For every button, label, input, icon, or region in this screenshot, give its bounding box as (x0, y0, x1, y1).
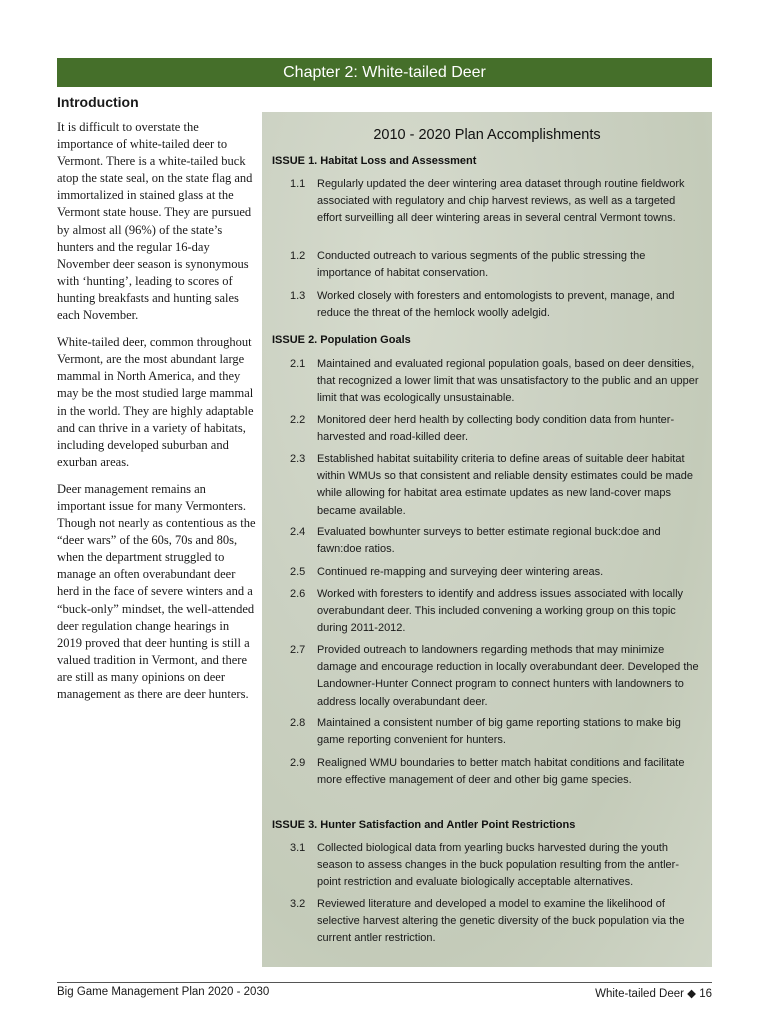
item-text: Realigned WMU boundaries to better match habitat conditions and facilitate more effective management of deer and other big game species. (317, 757, 685, 787)
item-number: 2.1 (290, 358, 306, 370)
item-text: Regularly updated the deer wintering area dataset through routine fieldwork associated with regulatory and chip harvest reviews, as well as a targeted effort surveilling all deer wintering areas in several central Vermont towns. (317, 178, 685, 225)
item-number: 2.8 (290, 717, 306, 729)
list-item (290, 564, 700, 581)
chapter-banner: Chapter 2: White-tailed Deer (57, 58, 712, 87)
list-item (290, 176, 700, 228)
introduction-body (57, 119, 257, 713)
item-text: Continued re-mapping and surveying deer wintering areas. (317, 566, 604, 578)
item-number: 2.5 (290, 566, 306, 578)
item-text: Maintained a consistent number of big game reporting stations to make big game reporting convenient for hunters. (317, 717, 681, 747)
item-text: Worked with foresters to identify and address issues associated with locally overabundant deer. This included convening a working group on this topic during 2011-2012. (317, 588, 684, 635)
item-number: 2.2 (290, 414, 306, 426)
intro-paragraph: It is difficult to overstate the importance of white-tailed deer to Vermont. There is a white-tailed buck atop the state seal, on the state flag and immortalized in stained glass at the Vermont state house. They are pursued by almost all (96%) of the state’s hunters and the regular 16-day November deer season is synonymous with ‘hunting’, leading to scores of hunting breakfasts and hunting sales each November. (57, 120, 253, 323)
item-number: 3.2 (290, 898, 306, 910)
list-item (290, 524, 700, 558)
issue-heading: ISSUE 3. Hunter Satisfaction and Antler Point Restrictions (272, 819, 576, 831)
footer-divider (57, 982, 712, 983)
footer-page-number: White-tailed Deer ◆ 16 (595, 988, 712, 1000)
list-item (290, 840, 700, 892)
item-text: Conducted outreach to various segments of the public stressing the importance of habitat conservation. (317, 250, 646, 280)
item-text: Evaluated bowhunter surveys to better estimate regional buck:doe and fawn:doe ratios. (317, 526, 661, 556)
list-item (290, 755, 700, 789)
introduction-heading: Introduction (57, 94, 139, 110)
item-text: Maintained and evaluated regional population goals, based on deer densities, that recognized a lower limit that was unsatisfactory to the public and an upper limit that was ecologically unsustainable. (317, 358, 699, 405)
intro-paragraph: Deer management remains an important issue for many Vermonters. Though not nearly as contentious as the “deer wars” of the 60s, 70s and 80s, when the department struggled to manage an often overabundant deer herd in the face of severe winters and a “buck-only” mindset, the well-attended deer regulation change hearings in 2019 proved that deer hunting is still a valued tradition in Vermont, and there are still as many opinions on deer management as there are deer hunters. (57, 481, 256, 701)
item-number: 2.4 (290, 526, 306, 538)
footer-left: Big Game Management Plan 2020 - 2030 (57, 986, 270, 998)
item-text: Collected biological data from yearling bucks harvested during the youth season to assess changes in the buck population resulting from the antler-point restriction and evaluate biologically acceptable alternatives. (317, 842, 679, 889)
item-number: 2.7 (290, 644, 306, 656)
item-number: 2.6 (290, 588, 306, 600)
list-item (290, 715, 700, 749)
accomplishments-title: 2010 - 2020 Plan Accomplishments (373, 127, 601, 143)
item-text: Established habitat suitability criteria to define areas of suitable deer habitat within WMUs so that consistent and reliable density estimates could be made while allowing for habitat area estimate updates as new land-cover maps became available. (317, 453, 694, 517)
list-item (290, 356, 700, 408)
list-item (290, 642, 700, 711)
item-number: 3.1 (290, 842, 306, 854)
issue-heading: ISSUE 1. Habitat Loss and Assessment (272, 155, 477, 167)
item-number: 1.1 (290, 178, 306, 190)
list-item (290, 451, 700, 520)
list-item (290, 288, 700, 322)
item-number: 2.9 (290, 757, 306, 769)
item-number: 1.3 (290, 290, 306, 302)
item-text: Reviewed literature and developed a model to examine the likelihood of selective harvest altering the genetic diversity of the buck population via the current antler restriction. (317, 898, 685, 945)
list-item (290, 896, 700, 948)
list-item (290, 412, 700, 446)
item-text: Monitored deer herd health by collecting body condition data from hunter-harvested and road-killed deer. (317, 414, 675, 444)
item-number: 1.2 (290, 250, 306, 262)
item-text: Provided outreach to landowners regarding methods that may minimize damage and encourage reduction in locally overabundant deer. Developed the Landowner-Hunter Connect program to connect hunters with landowners to address locally overabundant deer. (317, 644, 699, 708)
list-item (290, 586, 700, 638)
intro-paragraph: White-tailed deer, common throughout Vermont, are the most abundant large mammal in North America, and they may be the most studied large mammal in the world. They are highly adaptable and can thrive in a variety of habitats, including developed suburban and exurban areas. (57, 335, 254, 469)
item-text: Worked closely with foresters and entomologists to prevent, manage, and reduce the threat of the hemlock woolly adelgid. (317, 290, 675, 320)
issue-heading: ISSUE 2. Population Goals (272, 334, 411, 346)
list-item (290, 248, 700, 282)
item-number: 2.3 (290, 453, 306, 465)
